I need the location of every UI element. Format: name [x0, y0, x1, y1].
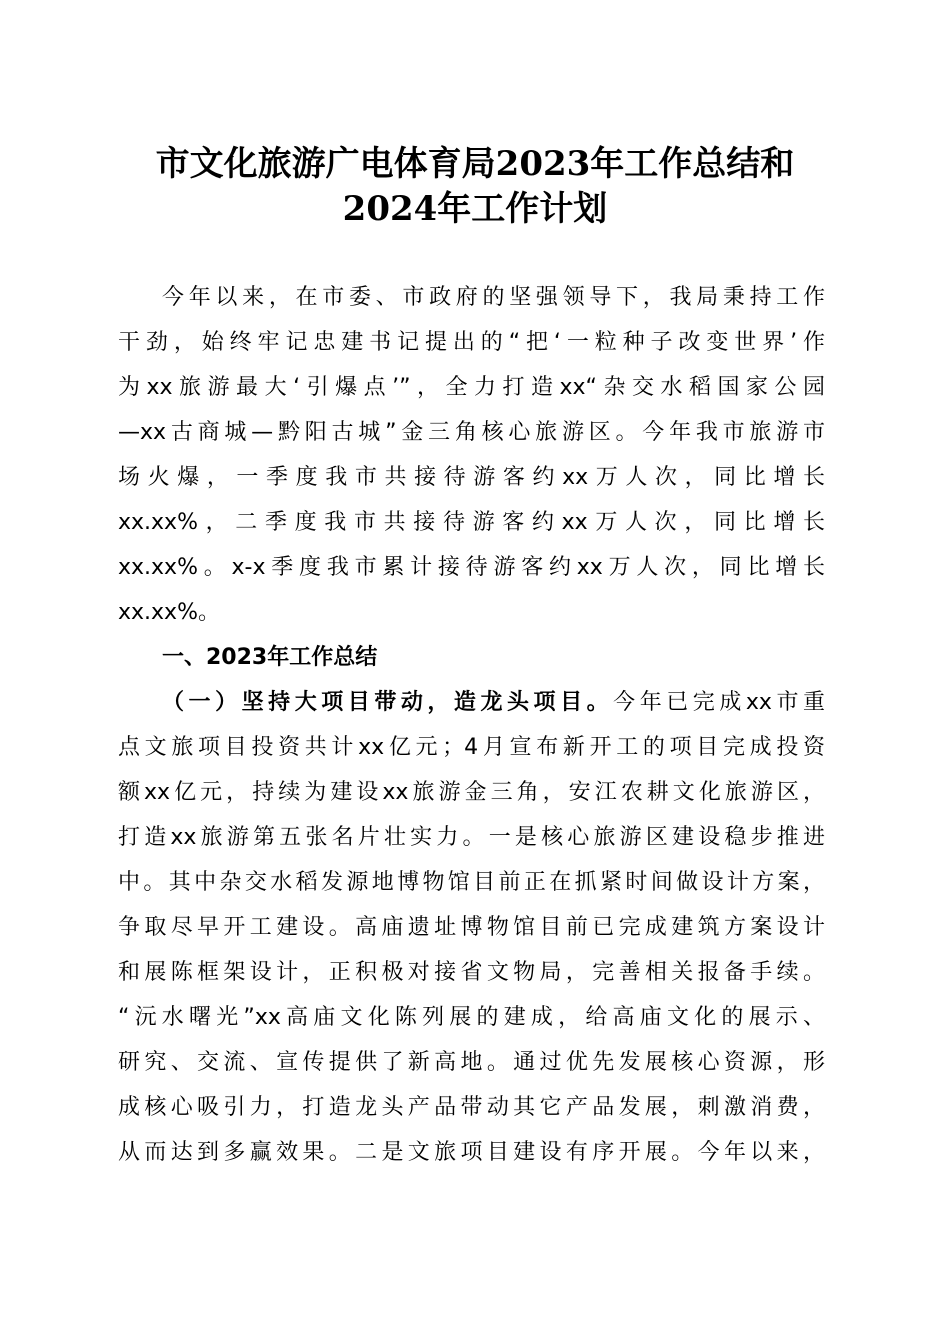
body-line: 中。其中杂交水稻发源地博物馆目前正在抓紧时间做设计方案，	[118, 870, 825, 895]
intro-line: 为xx旅游最大‘引爆点’”，全力打造xx“杂交水稻国家公园	[118, 375, 825, 400]
intro-line: xx.xx%。x-x季度我市累计接待游客约xx万人次，同比增长	[118, 555, 825, 580]
body-line: 点文旅项目投资共计xx亿元；4月宣布新开工的项目完成投资	[118, 735, 825, 760]
subsection-first-text: 今年已完成xx市重	[613, 690, 825, 715]
body-line: 和展陈框架设计，正积极对接省文物局，完善相关报备手续。	[118, 960, 825, 985]
body-line: 研究、交流、宣传提供了新高地。通过优先发展核心资源，形	[118, 1050, 825, 1075]
document-title-line-2: 2024年工作计划	[342, 189, 608, 229]
subsection-heading: （一）坚持大项目带动，造龙头项目。	[162, 690, 614, 715]
body-line: “沅水曙光”xx高庙文化陈列展的建成，给高庙文化的展示、	[118, 1005, 825, 1030]
body-line: 争取尽早开工建设。高庙遗址博物馆目前已完成建筑方案设计	[118, 915, 825, 940]
intro-line: 今年以来，在市委、市政府的坚强领导下，我局秉持工作	[162, 285, 825, 310]
body-line: 成核心吸引力，打造龙头产品带动其它产品发展，刺激消费，	[118, 1095, 825, 1120]
subsection-first-line	[162, 683, 825, 723]
intro-line: 干劲，始终牢记忠建书记提出的“把‘一粒种子改变世界’作	[118, 330, 825, 355]
section-heading: 一、2023年工作总结	[162, 645, 378, 670]
body-line: 从而达到多赢效果。二是文旅项目建设有序开展。今年以来，	[118, 1140, 825, 1165]
intro-line: 场火爆，一季度我市共接待游客约xx万人次，同比增长	[118, 465, 825, 490]
intro-line: xx.xx%。	[118, 600, 220, 625]
body-line: 额xx亿元，持续为建设xx旅游金三角，安江农耕文化旅游区，	[118, 780, 825, 805]
document-title-line-1: 市文化旅游广电体育局2023年工作总结和	[155, 144, 795, 184]
intro-line: xx.xx%，二季度我市共接待游客约xx万人次，同比增长	[118, 510, 825, 535]
body-line: 打造xx旅游第五张名片壮实力。一是核心旅游区建设稳步推进	[118, 825, 825, 850]
intro-line: —xx古商城—黔阳古城”金三角核心旅游区。今年我市旅游市	[118, 420, 825, 445]
